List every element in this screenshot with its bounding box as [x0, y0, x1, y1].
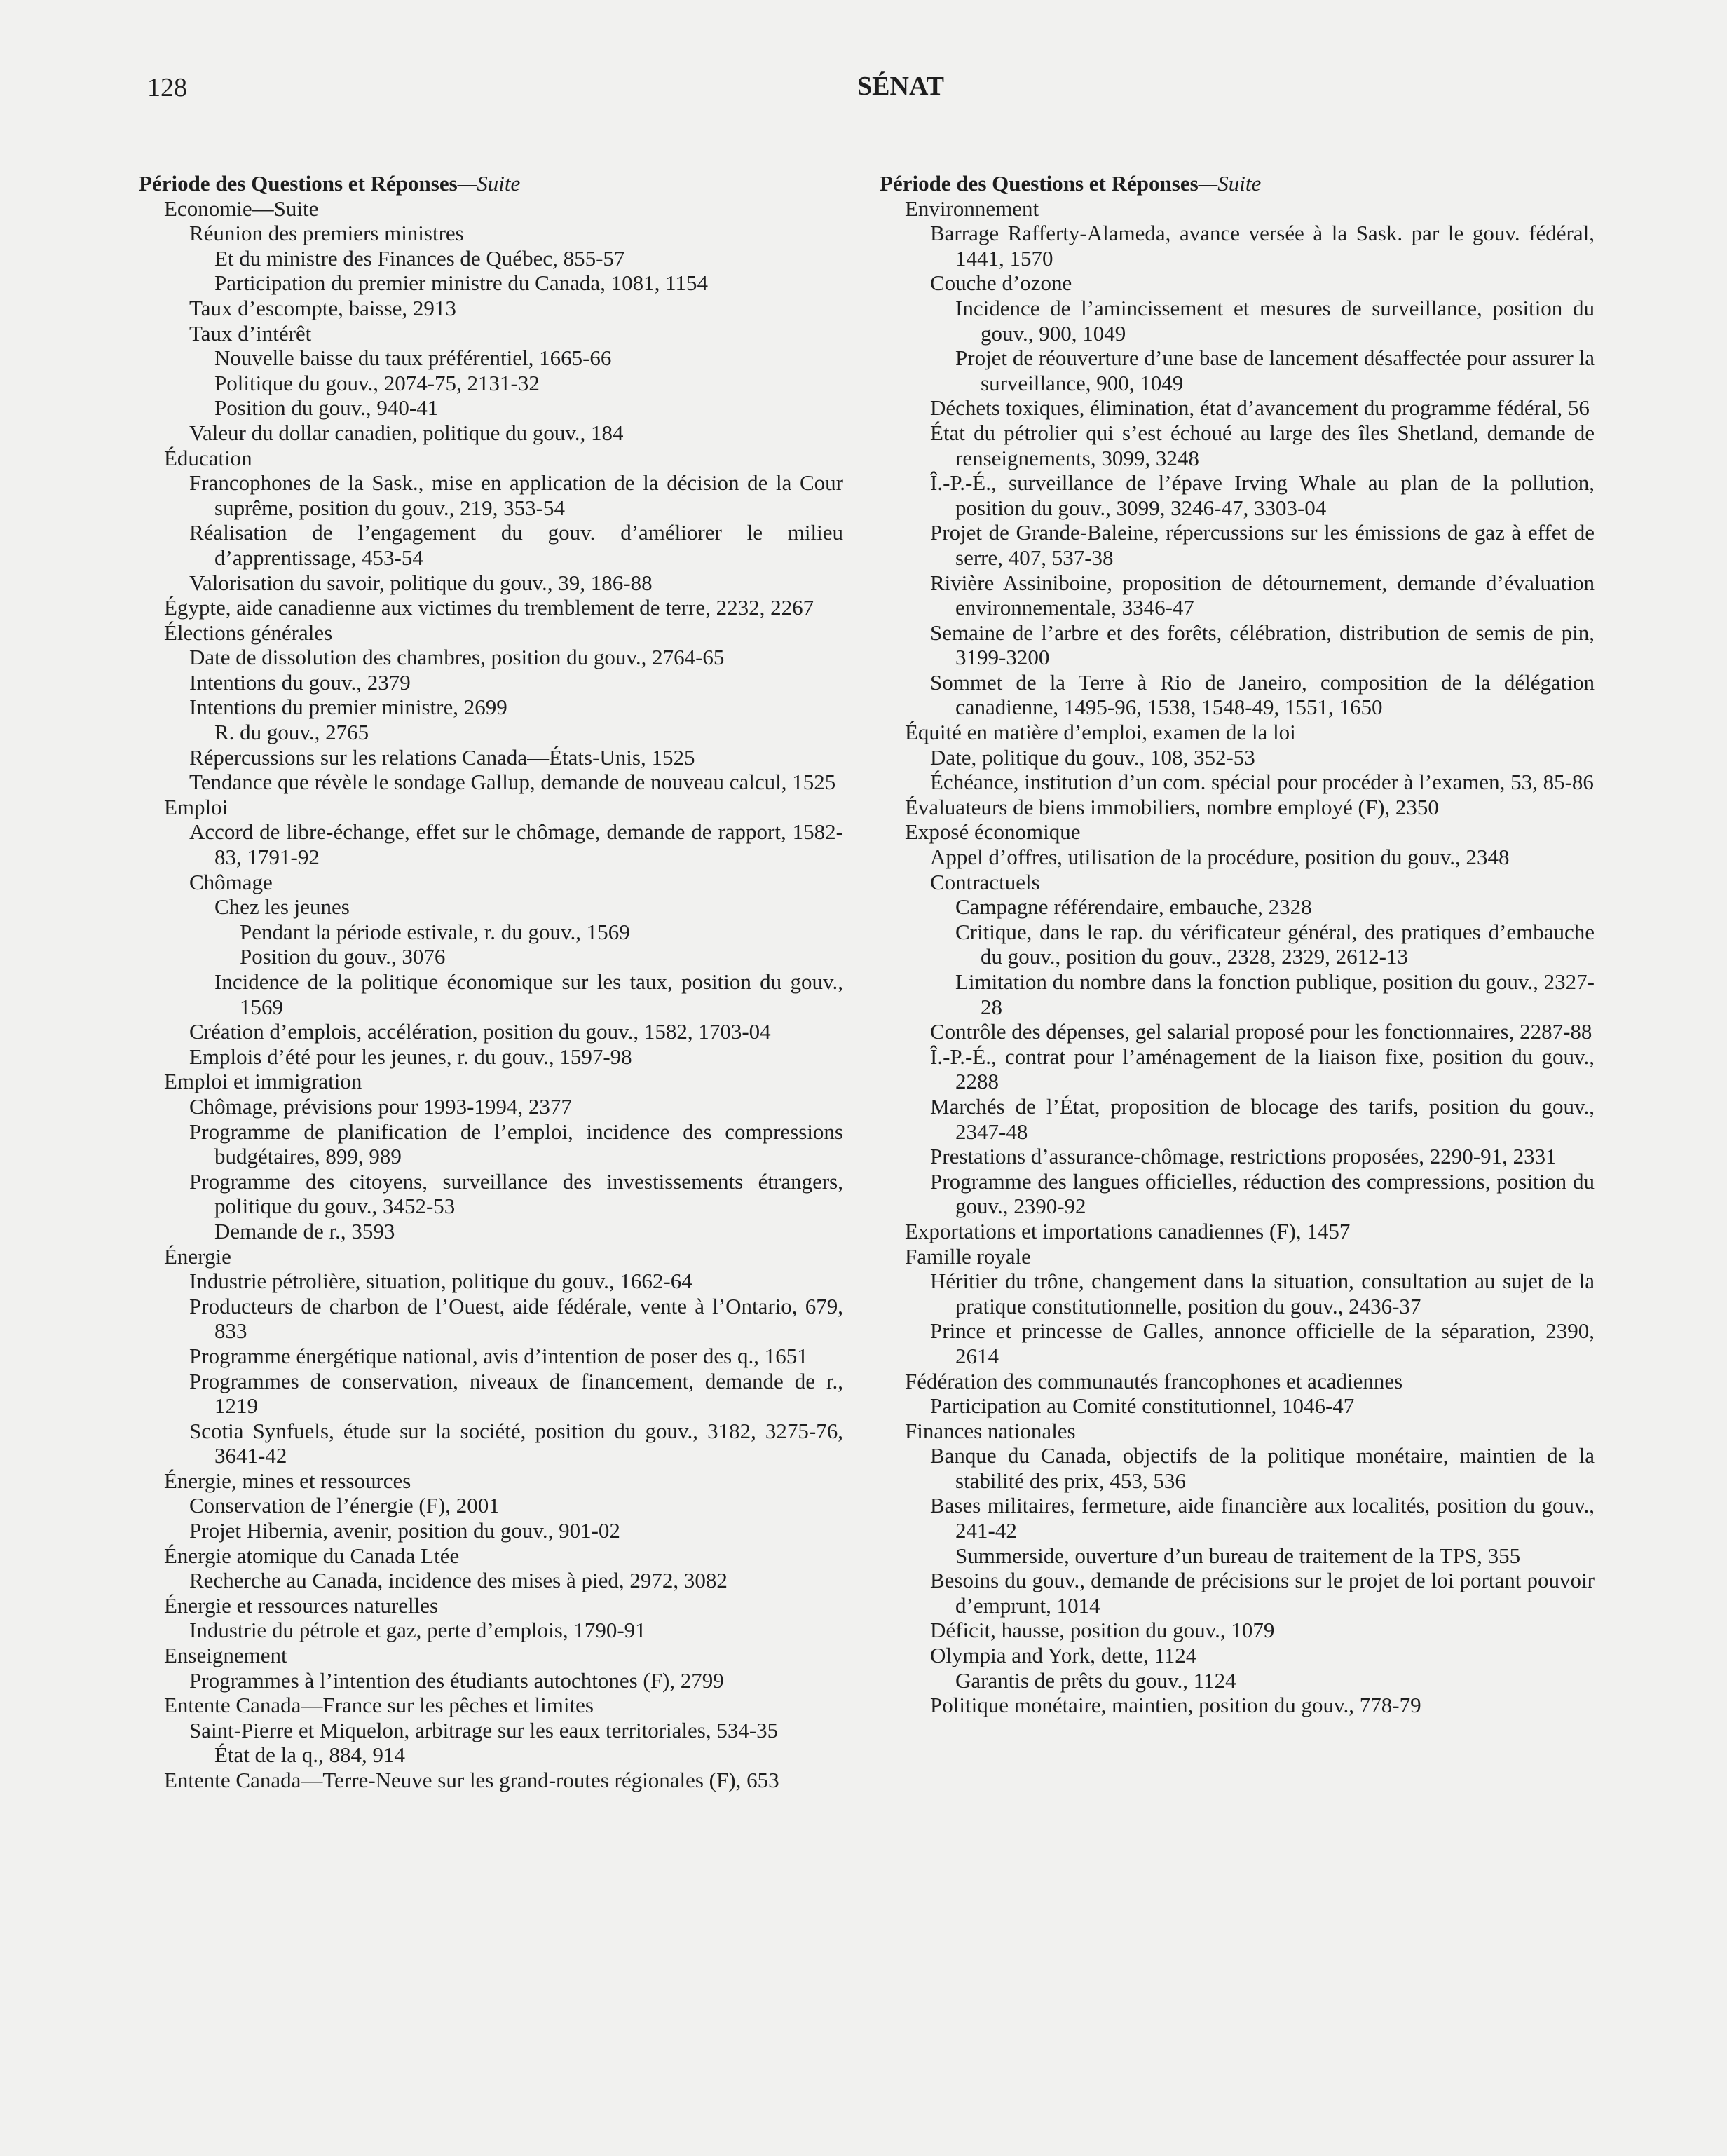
- index-entry: Finances nationales: [905, 1418, 1076, 1443]
- index-entry: Programme des langues officielles, réduction des compressions, position du gouv., 2390-92: [930, 1168, 1595, 1219]
- index-column-left: [139, 171, 843, 1793]
- index-entry: Prestations d’assurance-chômage, restrictions proposées, 2290-91, 2331: [930, 1144, 1557, 1169]
- index-entry: Équité en matière d’emploi, examen de la loi: [905, 720, 1296, 745]
- index-entry: Besoins du gouv., demande de précisions sur le projet de loi portant pouvoir d’emprunt, 1014: [930, 1568, 1595, 1618]
- section-heading-text: Période des Questions et Réponses: [139, 171, 458, 196]
- index-entry: Intentions du premier ministre, 2699: [189, 695, 507, 720]
- index-entry: Énergie atomique du Canada Ltée: [164, 1543, 460, 1568]
- index-entry: Énergie et ressources naturelles: [164, 1592, 439, 1618]
- index-entry: Évaluateurs de biens immobiliers, nombre employé (F), 2350: [905, 794, 1439, 819]
- index-entry: Taux d’escompte, baisse, 2913: [189, 295, 456, 320]
- index-entry: Intentions du gouv., 2379: [189, 669, 411, 695]
- index-entry: Projet de Grande-Baleine, répercussions sur les émissions de gaz à effet de serre, 407, 537-38: [930, 520, 1595, 570]
- index-entry: État de la q., 884, 914: [214, 1742, 406, 1768]
- index-entry: Prince et princesse de Galles, annonce officielle de la séparation, 2390, 2614: [930, 1318, 1595, 1368]
- section-heading-suite: —Suite: [457, 171, 521, 196]
- section-heading: [139, 171, 843, 196]
- index-entry: Emploi et immigration: [164, 1069, 362, 1094]
- index-entry: Énergie: [164, 1243, 231, 1269]
- index-entry: Chez les jeunes: [214, 894, 350, 920]
- index-entry: Chômage: [189, 869, 273, 894]
- section-heading-text: Période des Questions et Réponses: [880, 171, 1199, 196]
- index-entry: Date de dissolution des chambres, position du gouv., 2764-65: [189, 645, 725, 670]
- index-entry: Pendant la période estivale, r. du gouv., 1569: [240, 919, 630, 944]
- index-entry: Éducation: [164, 445, 252, 470]
- index-entry: Accord de libre-échange, effet sur le chômage, demande de rapport, 1582-83, 1791-92: [189, 819, 843, 870]
- index-entry: Î.-P.-É., surveillance de l’épave Irving Whale au plan de la pollution, position du gouv., 3099, 3246-47, 3303-04: [930, 470, 1595, 520]
- page-number: 128: [147, 73, 187, 102]
- index-entry: Égypte, aide canadienne aux victimes du tremblement de terre, 2232, 2267: [164, 595, 814, 620]
- index-entry: Programmes de conservation, niveaux de financement, demande de r., 1219: [189, 1368, 843, 1419]
- index-entry: Programme énergétique national, avis d’intention de poser des q., 1651: [189, 1343, 808, 1368]
- index-entry: Recherche au Canada, incidence des mises à pied, 2972, 3082: [189, 1568, 728, 1593]
- index-entry: Programme de planification de l’emploi, incidence des compressions budgétaires, 899, 989: [189, 1119, 843, 1169]
- index-entry: Chômage, prévisions pour 1993-1994, 2377: [189, 1093, 572, 1119]
- index-entry: Répercussions sur les relations Canada—États-Unis, 1525: [189, 744, 695, 770]
- index-entry: Déficit, hausse, position du gouv., 1079: [930, 1618, 1275, 1643]
- index-entry: Contractuels: [930, 869, 1040, 894]
- index-entry: Déchets toxiques, élimination, état d’avancement du programme fédéral, 56: [930, 395, 1590, 421]
- index-column-right: [880, 171, 1595, 1718]
- index-entry: Industrie du pétrole et gaz, perte d’emplois, 1790-91: [189, 1618, 646, 1643]
- index-entry: Summerside, ouverture d’un bureau de traitement de la TPS, 355: [955, 1543, 1521, 1568]
- index-entry: Politique monétaire, maintien, position du gouv., 778-79: [930, 1693, 1421, 1718]
- index-entry: Saint-Pierre et Miquelon, arbitrage sur les eaux territoriales, 534-35: [189, 1717, 779, 1742]
- index-entry: Date, politique du gouv., 108, 352-53: [930, 744, 1255, 770]
- index-entry: Î.-P.-É., contrat pour l’aménagement de la liaison fixe, position du gouv., 2288: [930, 1044, 1595, 1094]
- index-entry: Bases militaires, fermeture, aide financière aux localités, position du gouv., 241-42: [930, 1493, 1595, 1543]
- index-entry: Economie—Suite: [164, 196, 319, 221]
- index-entry: Limitation du nombre dans la fonction publique, position du gouv., 2327-28: [955, 969, 1595, 1019]
- index-entry: Marchés de l’État, proposition de blocage des tarifs, position du gouv., 2347-48: [930, 1093, 1595, 1144]
- index-entry: Réalisation de l’engagement du gouv. d’améliorer le milieu d’apprentissage, 453-54: [189, 520, 843, 570]
- index-entry: Politique du gouv., 2074-75, 2131-32: [214, 370, 540, 395]
- index-entry: Famille royale: [905, 1243, 1031, 1269]
- index-entry: Programmes à l’intention des étudiants autochtones (F), 2799: [189, 1667, 724, 1693]
- index-entry: Couche d’ozone: [930, 271, 1072, 296]
- index-entry: Enseignement: [164, 1643, 287, 1668]
- index-entry: Valeur du dollar canadien, politique du gouv., 184: [189, 420, 624, 445]
- index-entry: Contrôle des dépenses, gel salarial proposé pour les fonctionnaires, 2287-88: [930, 1019, 1592, 1044]
- index-entry: Demande de r., 3593: [214, 1218, 395, 1243]
- index-entry: Projet Hibernia, avenir, position du gouv., 901-02: [189, 1518, 620, 1543]
- index-entry: Environnement: [905, 196, 1039, 221]
- index-entry: R. du gouv., 2765: [214, 720, 369, 745]
- section-heading-suite: —Suite: [1198, 171, 1262, 196]
- index-entry: Taux d’intérêt: [189, 320, 312, 346]
- index-entry: Campagne référendaire, embauche, 2328: [955, 894, 1312, 920]
- index-entry: Programme des citoyens, surveillance des investissements étrangers, politique du gouv., 3452-53: [189, 1168, 843, 1219]
- index-entry: Participation au Comité constitutionnel, 1046-47: [930, 1393, 1355, 1419]
- index-entry: Sommet de la Terre à Rio de Janeiro, composition de la délégation canadienne, 1495-96, 1538, 1548-49, 1551, 1650: [930, 669, 1595, 720]
- index-entry: Emplois d’été pour les jeunes, r. du gouv., 1597-98: [189, 1044, 632, 1069]
- index-entry: Échéance, institution d’un com. spécial pour procéder à l’examen, 53, 85-86: [930, 770, 1594, 795]
- index-entry: Semaine de l’arbre et des forêts, célébration, distribution de semis de pin, 3199-3200: [930, 620, 1595, 670]
- index-entry: Emploi: [164, 794, 228, 819]
- index-entry: Héritier du trône, changement dans la situation, consultation au sujet de la pratique constitutionnelle, position du gouv., 2436-37: [930, 1269, 1595, 1318]
- index-entry: Critique, dans le rap. du vérificateur général, des pratiques d’embauche du gouv., position du gouv., 2328, 2329, 2612-13: [955, 919, 1595, 969]
- index-entry: Nouvelle baisse du taux préférentiel, 1665-66: [214, 346, 612, 371]
- index-entry: Exportations et importations canadiennes (F), 1457: [905, 1218, 1351, 1243]
- index-entry: Banque du Canada, objectifs de la politique monétaire, maintien de la stabilité des prix, 453, 536: [930, 1443, 1595, 1493]
- index-entry: Position du gouv., 3076: [240, 944, 446, 969]
- index-entries-right: [880, 196, 1595, 1718]
- index-entry: Producteurs de charbon de l’Ouest, aide fédérale, vente à l’Ontario, 679, 833: [189, 1293, 843, 1344]
- index-entry: État du pétrolier qui s’est échoué au large des îles Shetland, demande de renseignements, 3099, 3248: [930, 420, 1595, 470]
- index-entry: Entente Canada—Terre-Neuve sur les grand-routes régionales (F), 653: [164, 1768, 779, 1792]
- index-entry: Scotia Synfuels, étude sur la société, position du gouv., 3182, 3275-76, 3641-42: [189, 1418, 843, 1468]
- index-entry: Tendance que révèle le sondage Gallup, demande de nouveau calcul, 1525: [189, 770, 836, 795]
- section-heading: [880, 171, 1595, 196]
- index-entry: Valorisation du savoir, politique du gouv., 39, 186-88: [189, 570, 653, 595]
- index-entry: Rivière Assiniboine, proposition de détournement, demande d’évaluation environnementale, 3346-47: [930, 570, 1595, 620]
- index-entry: Création d’emplois, accélération, position du gouv., 1582, 1703-04: [189, 1019, 771, 1044]
- running-head: SÉNAT: [857, 71, 944, 101]
- index-entry: Réunion des premiers ministres: [189, 221, 464, 246]
- index-entry: Garantis de prêts du gouv., 1124: [955, 1667, 1236, 1693]
- index-entry: Incidence de l’amincissement et mesures de surveillance, position du gouv., 900, 1049: [955, 295, 1595, 346]
- index-entry: Participation du premier ministre du Canada, 1081, 1154: [214, 271, 708, 296]
- index-entry: Entente Canada—France sur les pêches et limites: [164, 1693, 594, 1718]
- index-entries-left: [139, 196, 843, 1793]
- index-entry: Projet de réouverture d’une base de lancement désaffectée pour assurer la surveillance, 900, 1049: [955, 346, 1595, 395]
- index-entry: Appel d’offres, utilisation de la procédure, position du gouv., 2348: [930, 845, 1510, 870]
- index-entry: Élections générales: [164, 620, 333, 645]
- index-entry: Exposé économique: [905, 819, 1081, 845]
- index-entry: Francophones de la Sask., mise en application de la décision de la Cour suprême, position du gouv., 219, 353-54: [189, 470, 843, 520]
- index-entry: Industrie pétrolière, situation, politique du gouv., 1662-64: [189, 1269, 692, 1294]
- index-entry: Olympia and York, dette, 1124: [930, 1643, 1197, 1668]
- index-entry: Énergie, mines et ressources: [164, 1468, 411, 1493]
- index-entry: Incidence de la politique économique sur les taux, position du gouv., 1569: [214, 969, 843, 1019]
- index-entry: Et du ministre des Finances de Québec, 855-57: [214, 245, 625, 271]
- index-entry: Barrage Rafferty-Alameda, avance versée à la Sask. par le gouv. fédéral, 1441, 1570: [930, 221, 1595, 271]
- index-entry: Fédération des communautés francophones et acadiennes: [905, 1368, 1403, 1393]
- index-entry: Conservation de l’énergie (F), 2001: [189, 1493, 500, 1518]
- index-entry: Position du gouv., 940-41: [214, 395, 439, 421]
